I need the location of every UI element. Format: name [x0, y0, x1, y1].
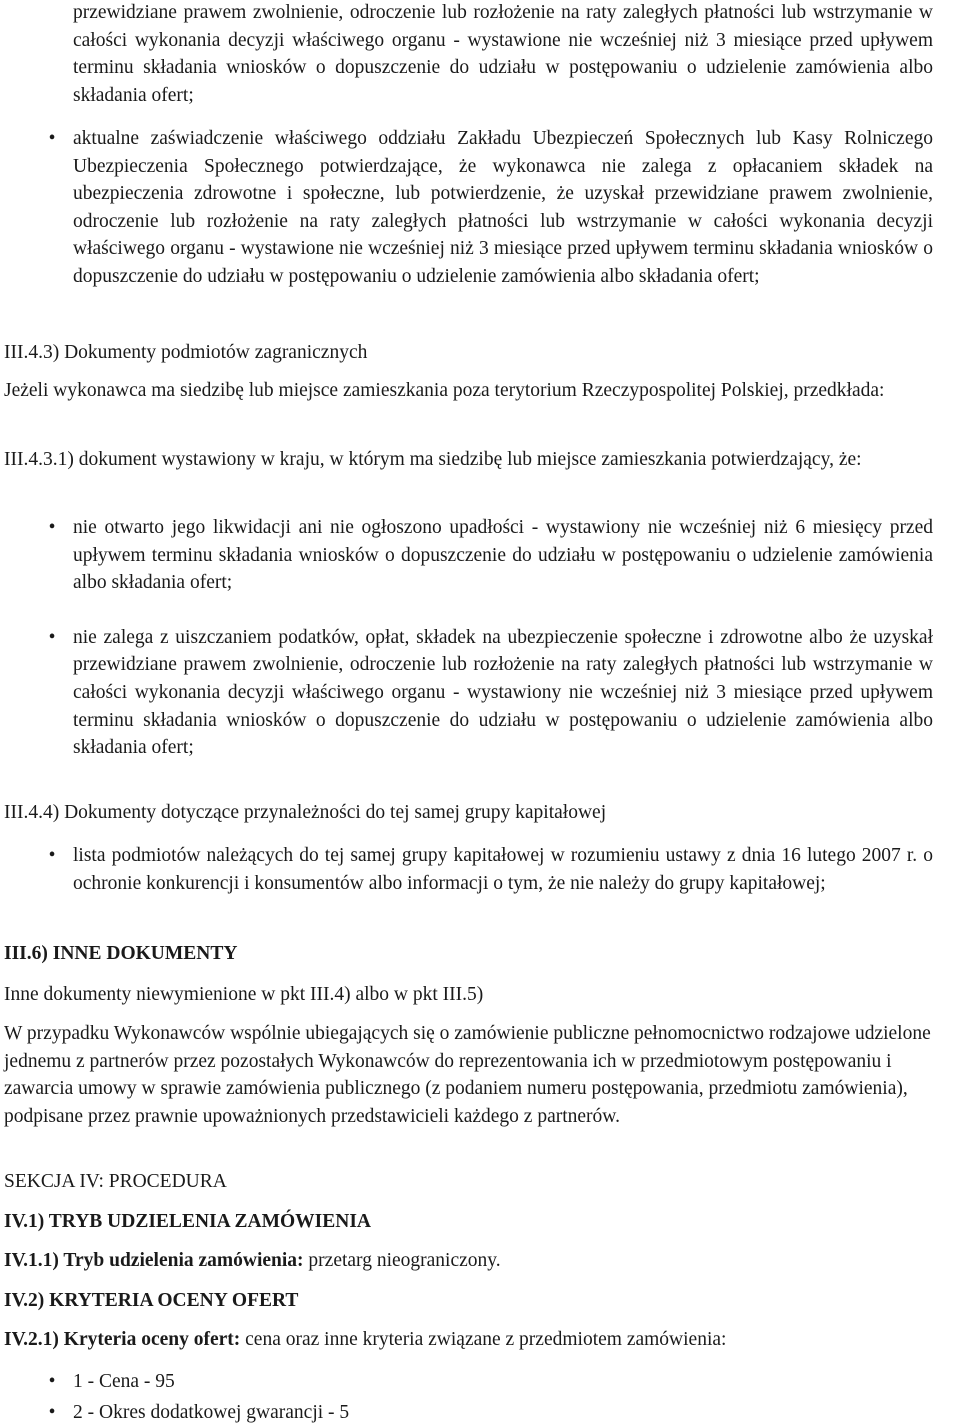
- procedure-type-label: IV.1.1) Tryb udzielenia zamówienia:: [4, 1250, 304, 1271]
- bullet-icon: •: [48, 626, 56, 648]
- criteria-item-text: 1 - Cena - 95: [73, 1371, 175, 1392]
- criteria-item: [0, 1399, 933, 1427]
- procedure-type-line: [4, 1247, 956, 1275]
- section-heading-iv-2: IV.2) KRYTERIA OCENY OFERT: [4, 1290, 299, 1311]
- list-item: [0, 514, 933, 597]
- foreign-intro-paragraph: Jeżeli wykonawca ma siedzibę lub miejsce zamieszkania poza terytorium Rzeczypospolitej Polskiej, przedkłada:: [4, 380, 885, 401]
- subsection-iii-4-3-1: III.4.3.1) dokument wystawiony w kraju, w którym ma siedzibę lub miejsce zamieszkania potwierdzający, że:: [4, 449, 862, 470]
- section-heading-iii-4-4: III.4.4) Dokumenty dotyczące przynależności do tej samej grupy kapitałowej: [4, 802, 607, 823]
- list-item: [0, 842, 933, 897]
- criteria-item-text: 2 - Okres dodatkowej gwarancji - 5: [73, 1401, 350, 1423]
- section-heading-iii-6: III.6) INNE DOKUMENTY: [4, 943, 238, 964]
- criteria-label: IV.2.1) Kryteria oceny ofert:: [4, 1329, 241, 1350]
- section-heading-iv-1: IV.1) TRYB UDZIELENIA ZAMÓWIENIA: [4, 1211, 372, 1232]
- section-iv-title: SEKCJA IV: PROCEDURA: [4, 1171, 227, 1192]
- other-documents-line: Inne dokumenty niewymienione w pkt III.4) albo w pkt III.5): [4, 984, 484, 1005]
- list-item: [0, 125, 933, 291]
- section-heading-iii-4-3: III.4.3) Dokumenty podmiotów zagranicznych: [4, 342, 368, 363]
- zus-bullet-list: [0, 125, 933, 291]
- criteria-item: [0, 1368, 933, 1396]
- foreign-bullet-list: [0, 514, 933, 762]
- bullet-icon: •: [48, 845, 56, 866]
- bullet-icon: •: [48, 1371, 56, 1392]
- consortium-paragraph: W przypadku Wykonawców wspólnie ubiegających się o zamówienie publiczne pełnomocnictwo rodzajowe udzielone jednemu z partnerów przez pozostałych Wykonawców do reprezentowania ich w przedmiotowym postępowaniu i zawarcia umowy w sprawie zamówienia publicznego (z podaniem numeru postępowania, przedmiotu zamówienia), podpisane przez prawnie upoważnionych przedstawicieli każdego z partnerów.: [4, 1023, 931, 1127]
- list-item-text: nie zalega z uiszczaniem podatków, opłat, składek na ubezpieczenie społeczne i zdrowotne albo że uzyskał przewidziane prawem zwolnienie, odroczenie lub rozłożenie na raty zaległych płatności lub wstrzymanie w całości wykonania decyzji właściwego organu - wystawiony nie wcześniej niż 3 miesiące przed upływem terminu składania wniosków o dopuszczenie do udziału w postępowaniu o udzielenie zamówienia albo składania ofert;: [73, 626, 933, 759]
- criteria-list: [0, 1368, 933, 1426]
- bullet-icon: •: [48, 128, 56, 149]
- bullet-icon: •: [48, 1401, 56, 1423]
- list-item-text: nie otwarto jego likwidacji ani nie ogłoszono upadłości - wystawiony nie wcześniej niż 6 miesięcy przed upływem terminu składania wniosków o dopuszczenie do udziału w postępowaniu o udzielenie zamówienia albo składania ofert;: [73, 517, 933, 594]
- list-item-text: aktualne zaświadczenie właściwego oddziału Zakładu Ubezpieczeń Społecznych lub Kasy Rolniczego Ubezpieczenia Społecznego potwierdzające, że wykonawca nie zalega z opłacaniem składek na ubezpieczenia zdrowotne i społeczne, lub potwierdzenie, że uzyskał przewidziane prawem zwolnienie, odroczenie lub rozłożenie na raty zaległych płatności lub wstrzymanie w całości wykonania decyzji właściwego organu - wystawione nie wcześniej niż 3 miesiące przed upływem terminu składania wniosków o dopuszczenie do udziału w postępowaniu o udzielenie zamówienia albo składania ofert;: [73, 128, 933, 287]
- bullet-icon: •: [48, 517, 56, 538]
- list-item-text: lista podmiotów należących do tej samej grupy kapitałowej w rozumieniu ustawy z dnia 16 lutego 2007 r. o ochronie konkurencji i konsumentów albo informacji o tym, że nie należy do grupy kapitałowej;: [73, 845, 933, 894]
- criteria-line: [4, 1326, 956, 1354]
- criteria-value: cena oraz inne kryteria związane z przedmiotem zamówienia:: [245, 1329, 727, 1350]
- list-item: [0, 624, 933, 762]
- procedure-type-value: przetarg nieograniczony.: [308, 1250, 501, 1271]
- capital-group-bullet-list: [0, 842, 933, 897]
- continuation-paragraph: przewidziane prawem zwolnienie, odroczenie lub rozłożenie na raty zaległych płatności lub wstrzymanie w całości wykonania decyzji właściwego organu - wystawione nie wcześniej niż 3 miesiące przed upływem terminu składania wniosków o dopuszczenie do udziału w postępowaniu o udzielenie zamówienia albo składania ofert;: [73, 2, 933, 106]
